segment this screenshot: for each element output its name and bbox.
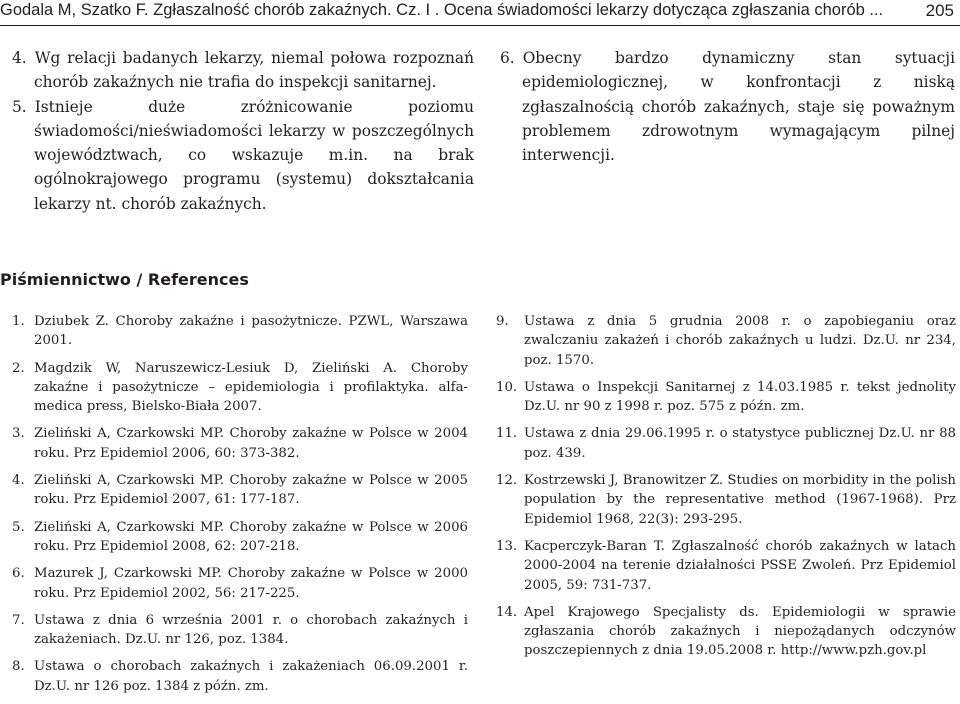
reference-item: 3. Zieliński A, Czarkowski MP. Choroby zakaźne w Polsce w 2004 roku. Prz Epidemiol 2006, 60: 373-382.	[12, 426, 468, 461]
reference-item: 4. Zieliński A, Czarkowski MP. Choroby zakaźne w Polsce w 2005 roku. Prz Epidemiol 2007, 61: 177-187.	[12, 473, 468, 508]
references-left-column	[12, 312, 468, 704]
reference-item: 5. Zieliński A, Czarkowski MP. Choroby zakaźne w Polsce w 2006 roku. Prz Epidemiol 2008, 62: 207-218.	[12, 519, 468, 554]
references-right-column	[496, 312, 956, 669]
conclusion-item: 6. Obecny bardzo dynamiczny stan sytuacji epidemiologicznej, w konfrontacji z niską zgłaszalnością chorób zakaźnych, staje się poważnym problemem zdrowotnym wymagającym pilnej interwencji.	[500, 49, 955, 165]
reference-item: 7. Ustawa z dnia 6 września 2001 r. o chorobach zakaźnych i zakażeniach. Dz.U. nr 126, poz. 1384.	[12, 612, 468, 648]
conclusion-item: 4. Wg relacji badanych lekarzy, niemal połowa rozpoznań chorób zakaźnych nie trafia do inspekcji sanitarnej.	[12, 49, 474, 92]
conclusions-right-column	[500, 46, 955, 167]
reference-item: 11. Ustawa z dnia 29.06.1995 r. o statystyce publicznej Dz.U. nr 88 poz. 439.	[496, 426, 956, 461]
reference-item: 13. Kacperczyk-Baran T. Zgłaszalność chorób zakaźnych w latach 2000-2004 na terenie działalności PSSE Zwoleń. Prz Epidemiol 2005, 59: 731-737.	[496, 538, 956, 593]
reference-item: 14. Apel Krajowego Specjalisty ds. Epidemiologii w sprawie zgłaszania chorób zakaźnych i niepożądanych odczynów poszczepiennych z dnia 19.05.2008 r. http://www.pzh.gov.pl	[496, 604, 956, 659]
references-heading: Piśmiennictwo / References	[0, 270, 249, 289]
running-header-title: Godala M, Szatko F. Zgłaszalność chorób zakaźnych. Cz. I . Ocena świadomości lekarzy dotycząca zgłaszania chorób ...	[0, 1, 884, 19]
reference-item: 2. Magdzik W, Naruszewicz-Lesiuk D, Zieliński A. Choroby zakaźne i pasożytnicze – epidemiologia i profilaktyka. alfa-medica press, Bielsko-Biała 2007.	[12, 360, 468, 415]
conclusion-item: 5. Istnieje duże zróżnicowanie poziomu świadomości/nieświadomości lekarzy w poszczególnych województwach, co wskazuje m.in. na brak ogólnokrajowego programu (systemu) dokształcania lekarzy nt. chorób zakaźnych.	[12, 97, 474, 213]
reference-item: 6. Mazurek J, Czarkowski MP. Choroby zakaźne w Polsce w 2000 roku. Prz Epidemiol 2002, 56: 217-225.	[12, 566, 468, 601]
reference-item: 9. Ustawa z dnia 5 grudnia 2008 r. o zapobieganiu oraz zwalczaniu zakażeń i chorób zakaźnych u ludzi. Dz.U. nr 234, poz. 1570.	[496, 314, 956, 368]
reference-item: 8. Ustawa o chorobach zakaźnych i zakażeniach 06.09.2001 r. Dz.U. nr 126 poz. 1384 z późn. zm.	[12, 659, 468, 694]
page-number: 205	[925, 1, 954, 20]
reference-item: 12. Kostrzewski J, Branowitzer Z. Studies on morbidity in the polish population by the representative method (1967-1968). Prz Epidemiol 1968, 22(3): 293-295.	[496, 473, 956, 527]
running-header	[0, 0, 960, 24]
reference-item: 1. Dziubek Z. Choroby zakaźne i pasożytnicze. PZWL, Warszawa 2001.	[12, 314, 468, 349]
conclusions-left-column	[12, 46, 474, 216]
reference-item: 10. Ustawa o Inspekcji Sanitarnej z 14.03.1985 r. tekst jednolity Dz.U. nr 90 z 1998 r. poz. 575 z późn. zm.	[496, 379, 956, 415]
header-rule	[0, 25, 960, 26]
